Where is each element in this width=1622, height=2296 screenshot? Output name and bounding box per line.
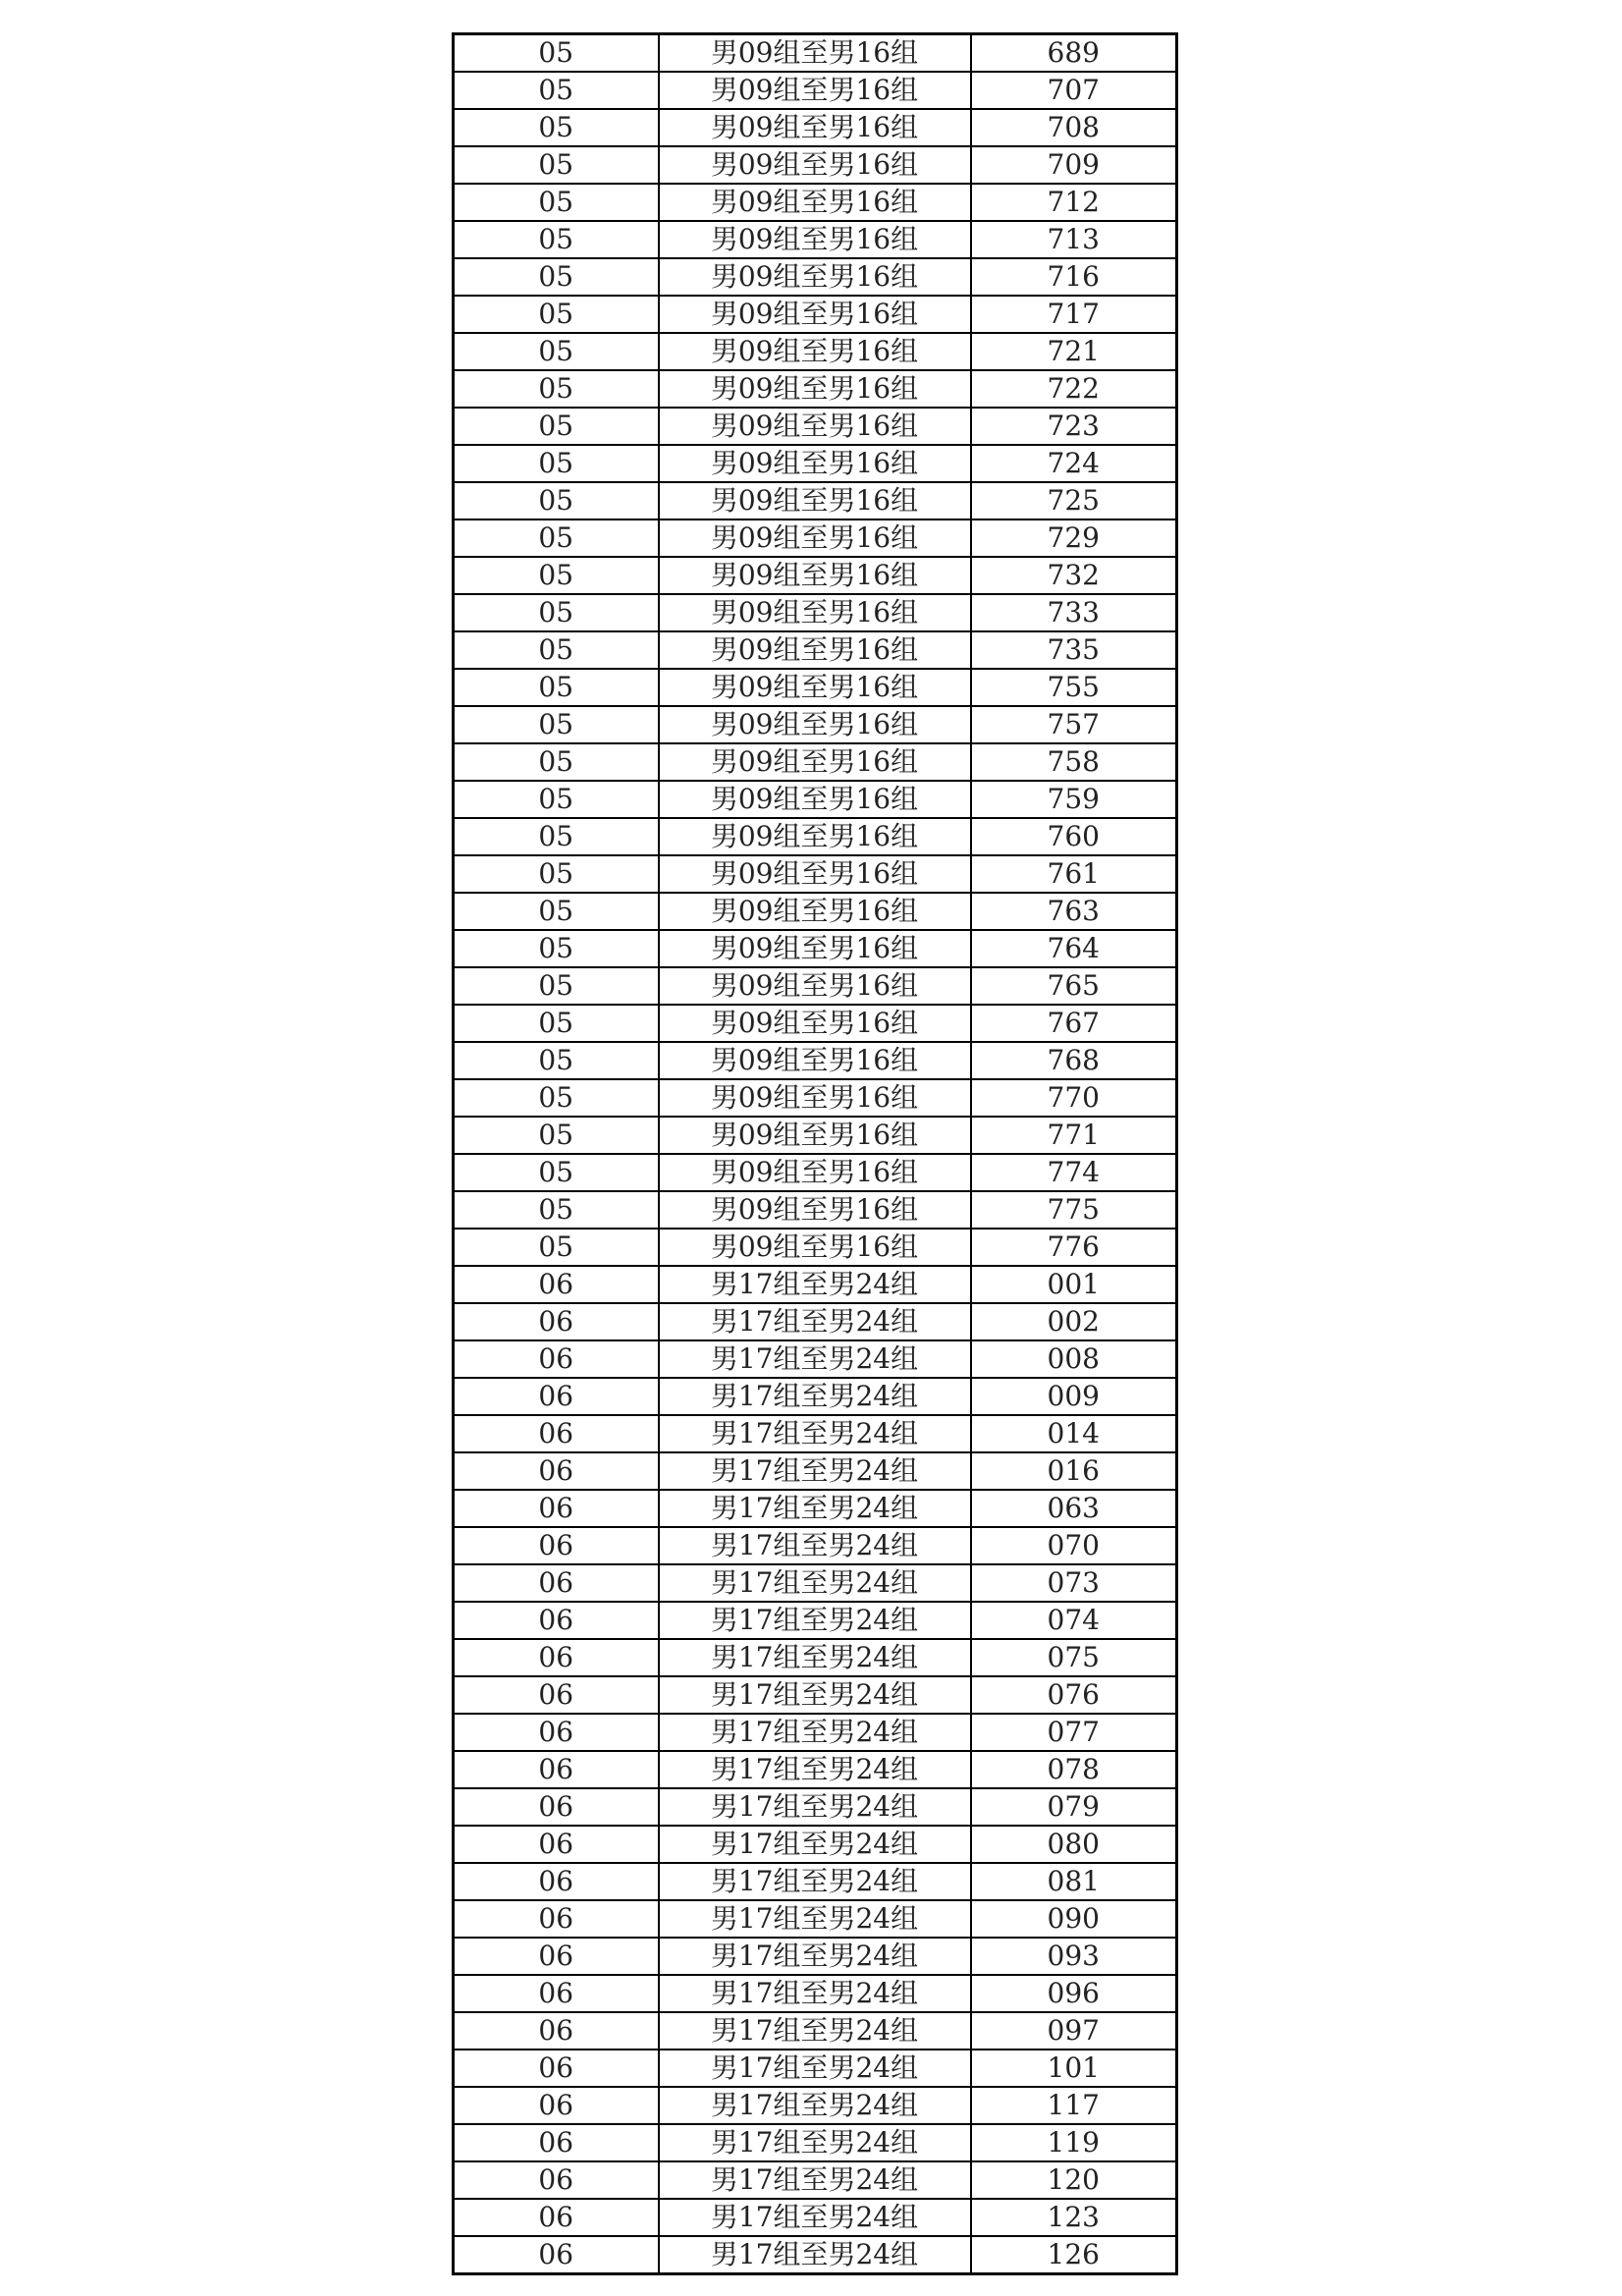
table-row	[454, 1415, 1177, 1452]
table-row	[454, 72, 1177, 109]
room-number-cell: 05	[454, 333, 659, 370]
candidate-number-cell: 722	[971, 370, 1177, 408]
room-number-cell: 05	[454, 146, 659, 184]
table-row	[454, 1340, 1177, 1378]
candidate-number-cell: 735	[971, 631, 1177, 669]
room-number-cell: 06	[454, 2161, 659, 2199]
group-range-cell: 男09组至男16组	[659, 631, 971, 669]
table-row	[454, 184, 1177, 221]
group-range-cell: 男09组至男16组	[659, 594, 971, 631]
table-row	[454, 408, 1177, 445]
group-range-cell: 男17组至男24组	[659, 1676, 971, 1714]
group-range-cell: 男09组至男16组	[659, 72, 971, 109]
candidate-number-cell: 725	[971, 482, 1177, 519]
table-row	[454, 1602, 1177, 1639]
table-row	[454, 1975, 1177, 2012]
table-row	[454, 445, 1177, 482]
table-body	[454, 34, 1177, 2274]
candidate-number-cell: 775	[971, 1191, 1177, 1229]
room-number-cell: 06	[454, 2050, 659, 2087]
room-number-cell: 05	[454, 930, 659, 967]
group-range-cell: 男09组至男16组	[659, 184, 971, 221]
room-number-cell: 05	[454, 631, 659, 669]
group-range-cell: 男09组至男16组	[659, 1229, 971, 1266]
group-range-cell: 男09组至男16组	[659, 1154, 971, 1191]
candidate-number-cell: 774	[971, 1154, 1177, 1191]
table-row	[454, 1266, 1177, 1303]
room-number-cell: 06	[454, 1303, 659, 1340]
candidate-number-cell: 076	[971, 1676, 1177, 1714]
candidate-number-cell: 079	[971, 1788, 1177, 1826]
candidate-number-cell: 093	[971, 1938, 1177, 1975]
candidate-number-cell: 063	[971, 1490, 1177, 1527]
table-row	[454, 1639, 1177, 1676]
table-row	[454, 893, 1177, 930]
candidate-number-cell: 101	[971, 2050, 1177, 2087]
candidate-number-cell: 761	[971, 855, 1177, 893]
table-row	[454, 1938, 1177, 1975]
table-row	[454, 930, 1177, 967]
candidate-number-cell: 075	[971, 1639, 1177, 1676]
table-row	[454, 2161, 1177, 2199]
room-number-cell: 06	[454, 1602, 659, 1639]
table-row	[454, 1079, 1177, 1117]
room-number-cell: 06	[454, 1452, 659, 1490]
table-row	[454, 706, 1177, 743]
candidate-number-cell: 765	[971, 967, 1177, 1005]
room-number-cell: 05	[454, 669, 659, 706]
table-row	[454, 146, 1177, 184]
table-row	[454, 2236, 1177, 2274]
table-row	[454, 2199, 1177, 2236]
room-number-cell: 06	[454, 2236, 659, 2274]
candidate-number-cell: 729	[971, 519, 1177, 557]
group-range-cell: 男09组至男16组	[659, 370, 971, 408]
table-row	[454, 109, 1177, 146]
table-row	[454, 1826, 1177, 1863]
group-range-cell: 男17组至男24组	[659, 1452, 971, 1490]
group-range-cell: 男17组至男24组	[659, 1490, 971, 1527]
candidate-number-cell: 120	[971, 2161, 1177, 2199]
table-row	[454, 1229, 1177, 1266]
room-number-cell: 05	[454, 445, 659, 482]
group-range-cell: 男09组至男16组	[659, 557, 971, 594]
table-row	[454, 1788, 1177, 1826]
group-range-cell: 男17组至男24组	[659, 1938, 971, 1975]
room-number-cell: 06	[454, 1788, 659, 1826]
group-range-cell: 男17组至男24组	[659, 1975, 971, 2012]
candidate-number-cell: 070	[971, 1527, 1177, 1564]
candidate-number-cell: 764	[971, 930, 1177, 967]
candidate-number-cell: 117	[971, 2087, 1177, 2124]
room-number-cell: 05	[454, 184, 659, 221]
table-row	[454, 1527, 1177, 1564]
group-range-cell: 男09组至男16组	[659, 258, 971, 296]
group-range-cell: 男17组至男24组	[659, 2124, 971, 2161]
room-number-cell: 05	[454, 1117, 659, 1154]
group-range-cell: 男09组至男16组	[659, 855, 971, 893]
group-range-cell: 男17组至男24组	[659, 2050, 971, 2087]
table-row	[454, 333, 1177, 370]
group-range-cell: 男17组至男24组	[659, 1714, 971, 1751]
candidate-number-cell: 077	[971, 1714, 1177, 1751]
candidate-number-cell: 001	[971, 1266, 1177, 1303]
group-range-cell: 男09组至男16组	[659, 296, 971, 333]
group-range-cell: 男17组至男24组	[659, 1863, 971, 1900]
candidate-number-cell: 081	[971, 1863, 1177, 1900]
room-number-cell: 05	[454, 370, 659, 408]
group-range-cell: 男17组至男24组	[659, 1564, 971, 1602]
table-row	[454, 2087, 1177, 2124]
table-row	[454, 482, 1177, 519]
room-number-cell: 06	[454, 1975, 659, 2012]
group-range-cell: 男17组至男24组	[659, 1900, 971, 1938]
room-number-cell: 06	[454, 1751, 659, 1788]
table-row	[454, 1191, 1177, 1229]
room-number-cell: 06	[454, 1378, 659, 1415]
room-number-cell: 05	[454, 1005, 659, 1042]
table-row	[454, 855, 1177, 893]
candidate-number-cell: 708	[971, 109, 1177, 146]
group-range-cell: 男17组至男24组	[659, 1751, 971, 1788]
candidate-number-cell: 090	[971, 1900, 1177, 1938]
group-range-cell: 男09组至男16组	[659, 1042, 971, 1079]
table-row	[454, 1154, 1177, 1191]
table-row	[454, 557, 1177, 594]
room-number-cell: 05	[454, 1191, 659, 1229]
group-range-cell: 男17组至男24组	[659, 2161, 971, 2199]
room-number-cell: 05	[454, 258, 659, 296]
candidate-number-cell: 119	[971, 2124, 1177, 2161]
candidate-number-cell: 074	[971, 1602, 1177, 1639]
room-number-cell: 05	[454, 743, 659, 781]
group-range-cell: 男09组至男16组	[659, 445, 971, 482]
group-range-cell: 男09组至男16组	[659, 743, 971, 781]
table-row	[454, 1005, 1177, 1042]
room-number-cell: 06	[454, 1938, 659, 1975]
table-row	[454, 781, 1177, 818]
table-row	[454, 258, 1177, 296]
candidate-number-cell: 768	[971, 1042, 1177, 1079]
group-range-cell: 男09组至男16组	[659, 669, 971, 706]
room-number-cell: 05	[454, 109, 659, 146]
candidate-number-cell: 763	[971, 893, 1177, 930]
table-row	[454, 370, 1177, 408]
room-number-cell: 06	[454, 1527, 659, 1564]
candidate-number-cell: 757	[971, 706, 1177, 743]
group-range-cell: 男17组至男24组	[659, 2199, 971, 2236]
room-number-cell: 05	[454, 408, 659, 445]
candidate-number-cell: 073	[971, 1564, 1177, 1602]
table-row	[454, 1863, 1177, 1900]
table-row	[454, 967, 1177, 1005]
candidate-number-cell: 758	[971, 743, 1177, 781]
candidate-number-cell: 712	[971, 184, 1177, 221]
candidate-number-cell: 097	[971, 2012, 1177, 2050]
room-number-cell: 05	[454, 482, 659, 519]
table-row	[454, 1900, 1177, 1938]
candidate-number-cell: 709	[971, 146, 1177, 184]
table-row	[454, 2050, 1177, 2087]
group-range-cell: 男17组至男24组	[659, 1303, 971, 1340]
room-number-cell: 05	[454, 1079, 659, 1117]
group-range-cell: 男09组至男16组	[659, 519, 971, 557]
room-number-cell: 06	[454, 1415, 659, 1452]
group-range-cell: 男09组至男16组	[659, 482, 971, 519]
group-range-cell: 男09组至男16组	[659, 706, 971, 743]
table-row	[454, 2124, 1177, 2161]
candidate-number-cell: 078	[971, 1751, 1177, 1788]
group-range-cell: 男09组至男16组	[659, 109, 971, 146]
candidate-number-cell: 721	[971, 333, 1177, 370]
group-range-cell: 男09组至男16组	[659, 408, 971, 445]
room-number-cell: 05	[454, 706, 659, 743]
room-number-cell: 06	[454, 1863, 659, 1900]
table-row	[454, 743, 1177, 781]
candidate-number-cell: 723	[971, 408, 1177, 445]
group-range-cell: 男17组至男24组	[659, 2012, 971, 2050]
table-row	[454, 631, 1177, 669]
room-number-cell: 06	[454, 1490, 659, 1527]
room-number-cell: 05	[454, 893, 659, 930]
group-range-cell: 男17组至男24组	[659, 1639, 971, 1676]
room-number-cell: 05	[454, 1229, 659, 1266]
room-number-cell: 06	[454, 1564, 659, 1602]
table-row	[454, 1117, 1177, 1154]
candidate-number-cell: 771	[971, 1117, 1177, 1154]
table-row	[454, 221, 1177, 258]
data-table	[452, 32, 1178, 2275]
group-range-cell: 男17组至男24组	[659, 1788, 971, 1826]
room-number-cell: 05	[454, 557, 659, 594]
room-number-cell: 05	[454, 72, 659, 109]
room-number-cell: 05	[454, 296, 659, 333]
candidate-number-cell: 724	[971, 445, 1177, 482]
candidate-number-cell: 016	[971, 1452, 1177, 1490]
group-range-cell: 男09组至男16组	[659, 967, 971, 1005]
room-number-cell: 05	[454, 519, 659, 557]
group-range-cell: 男17组至男24组	[659, 1826, 971, 1863]
room-number-cell: 05	[454, 1042, 659, 1079]
candidate-number-cell: 733	[971, 594, 1177, 631]
candidate-number-cell: 123	[971, 2199, 1177, 2236]
candidate-number-cell: 770	[971, 1079, 1177, 1117]
candidate-number-cell: 759	[971, 781, 1177, 818]
candidate-number-cell: 776	[971, 1229, 1177, 1266]
group-range-cell: 男09组至男16组	[659, 34, 971, 73]
room-number-cell: 06	[454, 2087, 659, 2124]
candidate-number-cell: 009	[971, 1378, 1177, 1415]
room-number-cell: 06	[454, 2012, 659, 2050]
candidate-number-cell: 689	[971, 34, 1177, 73]
group-range-cell: 男09组至男16组	[659, 781, 971, 818]
group-range-cell: 男09组至男16组	[659, 1191, 971, 1229]
group-range-cell: 男09组至男16组	[659, 221, 971, 258]
candidate-number-cell: 716	[971, 258, 1177, 296]
candidate-number-cell: 126	[971, 2236, 1177, 2274]
candidate-number-cell: 760	[971, 818, 1177, 855]
room-number-cell: 05	[454, 221, 659, 258]
table-row	[454, 1564, 1177, 1602]
group-range-cell: 男09组至男16组	[659, 818, 971, 855]
candidate-number-cell: 014	[971, 1415, 1177, 1452]
group-range-cell: 男17组至男24组	[659, 1266, 971, 1303]
room-number-cell: 06	[454, 1826, 659, 1863]
candidate-number-cell: 002	[971, 1303, 1177, 1340]
group-range-cell: 男09组至男16组	[659, 1005, 971, 1042]
table-row	[454, 519, 1177, 557]
group-range-cell: 男17组至男24组	[659, 1602, 971, 1639]
room-number-cell: 05	[454, 781, 659, 818]
room-number-cell: 05	[454, 34, 659, 73]
room-number-cell: 06	[454, 2124, 659, 2161]
group-range-cell: 男17组至男24组	[659, 1415, 971, 1452]
candidate-number-cell: 767	[971, 1005, 1177, 1042]
candidate-number-cell: 008	[971, 1340, 1177, 1378]
candidate-number-cell: 713	[971, 221, 1177, 258]
candidate-number-cell: 707	[971, 72, 1177, 109]
room-number-cell: 06	[454, 1266, 659, 1303]
table-row	[454, 1490, 1177, 1527]
table-row	[454, 2012, 1177, 2050]
group-range-cell: 男17组至男24组	[659, 1340, 971, 1378]
table-row	[454, 669, 1177, 706]
group-range-cell: 男09组至男16组	[659, 1117, 971, 1154]
room-number-cell: 06	[454, 1900, 659, 1938]
room-number-cell: 06	[454, 1676, 659, 1714]
table-row	[454, 594, 1177, 631]
group-range-cell: 男17组至男24组	[659, 1378, 971, 1415]
candidate-number-cell: 755	[971, 669, 1177, 706]
group-range-cell: 男09组至男16组	[659, 146, 971, 184]
candidate-number-cell: 717	[971, 296, 1177, 333]
room-number-cell: 05	[454, 855, 659, 893]
table-row	[454, 1042, 1177, 1079]
room-number-cell: 05	[454, 967, 659, 1005]
table-row	[454, 1714, 1177, 1751]
room-number-cell: 05	[454, 1154, 659, 1191]
table-row	[454, 1378, 1177, 1415]
room-number-cell: 05	[454, 818, 659, 855]
candidate-number-cell: 080	[971, 1826, 1177, 1863]
room-number-cell: 06	[454, 1639, 659, 1676]
table-row	[454, 34, 1177, 73]
room-number-cell: 06	[454, 2199, 659, 2236]
room-number-cell: 06	[454, 1340, 659, 1378]
table-row	[454, 1751, 1177, 1788]
candidate-number-cell: 732	[971, 557, 1177, 594]
group-range-cell: 男09组至男16组	[659, 333, 971, 370]
table-row	[454, 1452, 1177, 1490]
group-range-cell: 男09组至男16组	[659, 893, 971, 930]
room-number-cell: 05	[454, 594, 659, 631]
table-row	[454, 1303, 1177, 1340]
table-row	[454, 296, 1177, 333]
group-range-cell: 男09组至男16组	[659, 930, 971, 967]
candidate-number-cell: 096	[971, 1975, 1177, 2012]
table-row	[454, 1676, 1177, 1714]
group-range-cell: 男17组至男24组	[659, 1527, 971, 1564]
group-range-cell: 男09组至男16组	[659, 1079, 971, 1117]
group-range-cell: 男17组至男24组	[659, 2236, 971, 2274]
table-row	[454, 818, 1177, 855]
room-number-cell: 06	[454, 1714, 659, 1751]
group-range-cell: 男17组至男24组	[659, 2087, 971, 2124]
